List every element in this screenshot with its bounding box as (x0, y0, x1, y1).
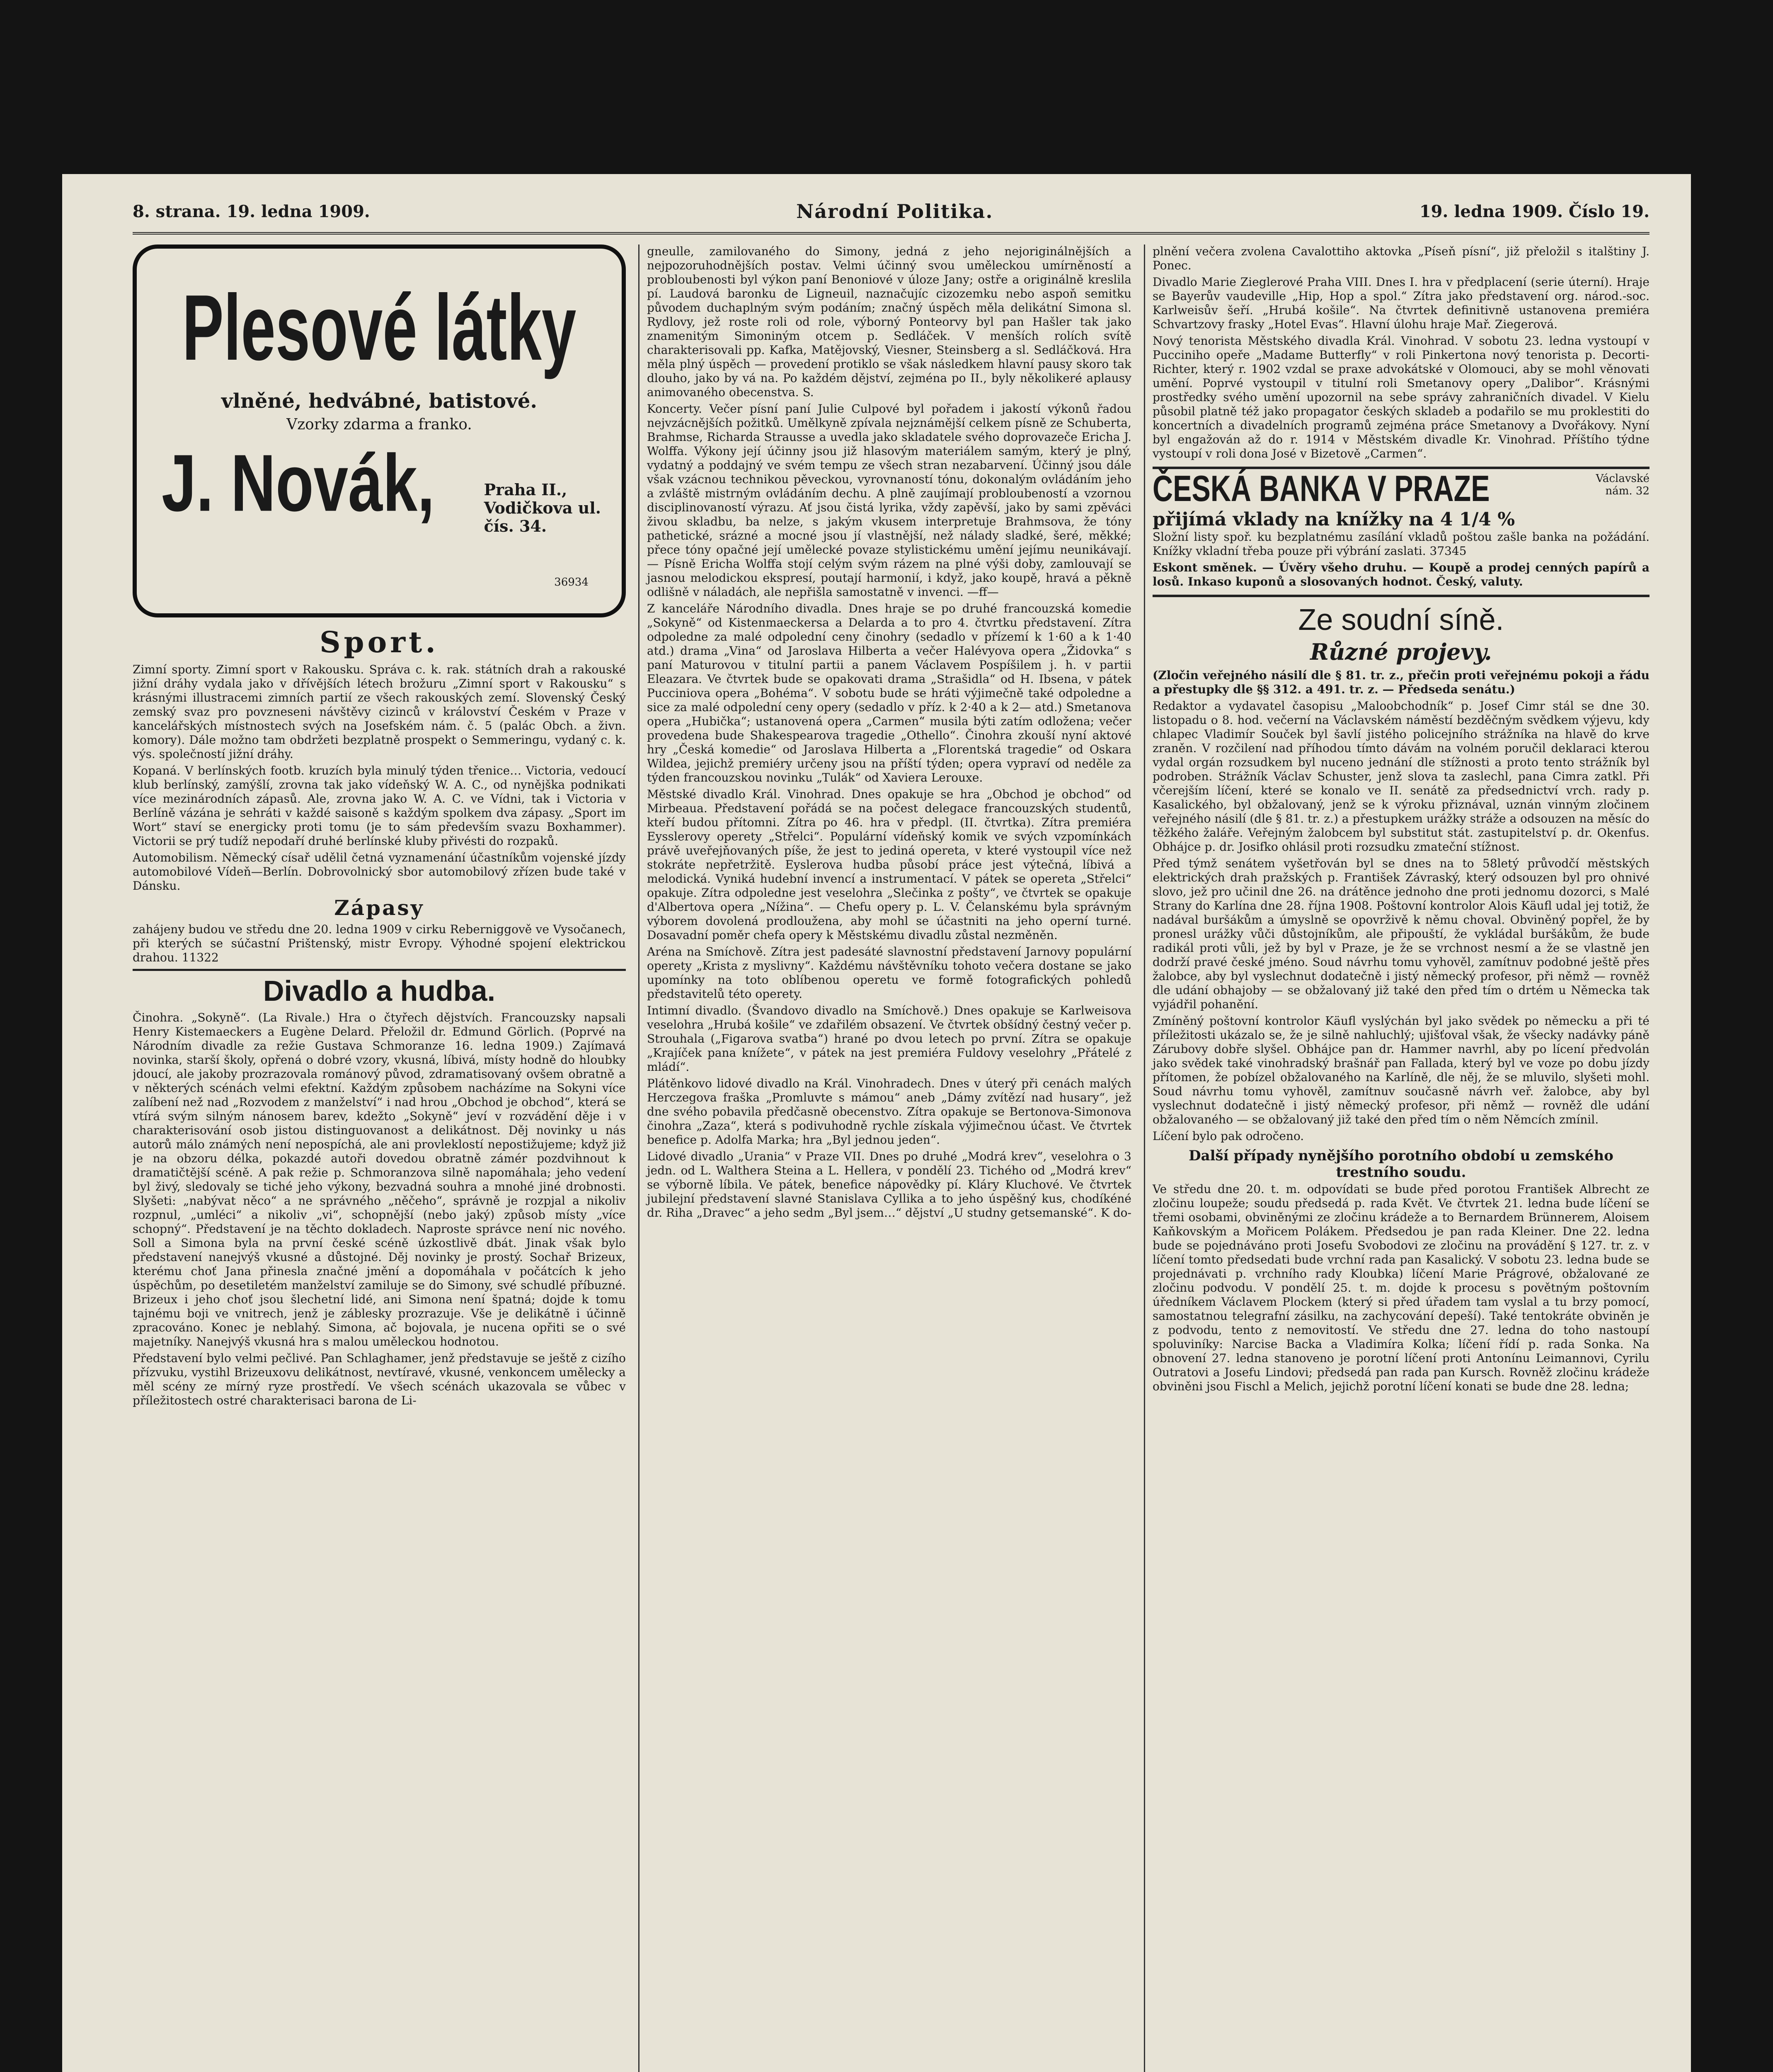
article-paragraph: Koncerty. Večer písní paní Julie Culpové byl pořadem i jakostí výkonů řadou nejvzácnějších požitků. Umělkyně zpívala nejznámější celkem písně ze Schuberta, Brahmse, Richarda Strausse a uvedla jako skladatele svého doprovazeče Ericha J. Wolffa. Výkony její účinny jsou již hlasovým materiálem samým, který je plný, vydatný a poddajný ve svém tempu ze všech stran nezabarvení. Účinný jsou dále však vzácnou technikou pěveckou, vyrovnaností tónu, dokonalým ovládáním jeho a zvláště mistrným ovládáním dechu. A plně zaujímají probloubeností a vzornou disciplinovaností výrazu. Ať jsou čistá lyrika, vždy zapěvší, jako by sami zpěváci živou skladbu, ba nelze, s jakým vkusem interpretuje Brahmsova, že tóny pathetické, srázné a mocné jsou jí vlastnější, než nálady sladké, šeré, měkké; přece tóny opačné její umělecké povaze stylistickému umění jejímu neunikávají. — Písně Ericha Wolffa stojí celým svým rázem na plné výši doby, zamlouvají se jasnou melodickou ekspresí, poutají harmonií, i když, jako koupě, hravá a pěkně odlišně v náladách, ale nepřišla samostatně v invenci. —ff— (647, 402, 1131, 599)
porota-heading: Další případy nynějšího porotního období u zemského trestního soudu. (1189, 1147, 1613, 1181)
bank-text: Eskont směnek. — Úvěry všeho druhu. — Koupě a prodej cenných papírů a losů. Inkaso kuponů a slosovaných hodnot. Český, valuty. (1153, 561, 1649, 588)
page-header (133, 191, 1649, 235)
article-paragraph: Divadlo Marie Zieglerové Praha VIII. Dnes I. hra v předplacení (serie úterní). Hraje se Bayerův vaudeville „Hip, Hop a spol.“ Zítra jako představení org. národ.-soc. Karlweisův šeří. „Hrubá košile“. Na čtvrtek definitivně ustanovena premiéra Schvartzovy frasky „Hotel Evas“. Hlavní úlohu hraje Mař. Ziegerová. (1153, 275, 1649, 331)
article-paragraph: Nový tenorista Městského divadla Král. Vinohrad. V sobotu 23. ledna vystoupí v Pucciniho opeře „Madame Butterfly“ v roli Pinkertona nový tenorista p. Decorti-Richter, který r. 1902 vzdal se praxe advokátské v Olomouci, aby se mohl věnovati umění. Poprvé vystoupil v titulní roli Smetanovy opery „Dalibor“. Krásnými prostředky svého umění upozornil na sebe správy zahraničních divadel. V Kielu působil platně též jako propagator českých skladeb a podařilo se mu proklestiti do koncertních a divadelních programů zejména práce Smetanovy a Dvořákovy. Nyní byl engažován až do r. 1914 v Městském divadle Kr. Vinohrad. Příštího týdne vystoupí v roli dona José v Bizetově „Carmen“. (1153, 334, 1649, 460)
article-paragraph: Představení bylo velmi pečlivé. Pan Schlaghamer, jenž představuje se ještě z cizího přízvuku, vystihl Brizeuxovu delikátnost, nevtíravé, vkusné, venkoncem umělecky a měl scény ze mírný ryze prostředí. Ve všech scénách ukazovala se vůbec v příležitostech ostré charakterisaci barona de Li- (133, 1351, 626, 1407)
article-paragraph: Plátěnkovo lidové divadlo na Král. Vinohradech. Dnes v úterý při cenách malých Herczegova fraška „Promluvte s mámou“ aneb „Dámy zvítězí nad husary“, jež dne svého pobavila předčasně obecenstvo. Zítra opakuje se Bertonova-Simonova činohra „Zaza“, která s podivuhodně rychle získala výjimečnou účast. Ve čtvrtek benefice p. Adolfa Marka; hra „Byl jednou jeden“. (647, 1077, 1131, 1147)
zapasy-heading: Zápasy (334, 896, 424, 920)
column-1 (133, 244, 626, 2072)
column-3 (1144, 244, 1649, 2072)
article-paragraph: Zmíněný poštovní kontrolor Käufl vyslýchán byl jako svědek po německu a při té příležitosti ukázalo se, že je silně nahluchlý; ujišťoval však, že všecky nadávky páně Zárubovy dobře slyšel. Obhájce pan dr. Hammer navrhl, aby po lícení předvolán jako svědek také vinohradský brašnář pan Fallada, který byl ve voze po dobu jízdy přítomen, že pobízel obžalovaného na Karlíně, dle něj, že se mluvilo, slyšeti mohl. Soud návrhu tomu vyhověl, zamítnuv současně návrh veř. žalobce, aby byl vyslechnut dodatečně i jistý německý profesor, při němž — rovněž dle udání obžalovaného — se obžalovaný již také den před tím o něm Němcích zmínil. (1153, 1014, 1649, 1126)
ad-subtitle: vlněné, hedvábné, batistové. (221, 390, 538, 413)
article-paragraph: Zimní sporty. Zimní sport v Rakousku. Správa c. k. rak. státních drah a rakouské jižní dráhy vydala jako v dřívějších létech brožuru „Zimní sport v Rakousku“ s krásnými illustracemi zimních partií ze všech rakouských zemí. Slovenský Český zemský svaz pro povzneseni návštěvy cizinců v království Českém v Praze v kancelářských místnostech svých na Josefském nám. č. 5 (palác Obch. a živn. komory). Dále možno tam obdržeti bezplatně prospekt o Semmeringu, vydaný c. k. výs. společností jižní dráhy. (133, 663, 626, 761)
ad-samples: Vzorky zdarma a franko. (286, 416, 472, 433)
soud-subheading: Různé projevy. (1310, 639, 1492, 665)
novak-advertisement (133, 244, 626, 617)
header-left: 8. strana. 19. ledna 1909. (133, 201, 370, 221)
article-paragraph: Ve středu dne 20. t. m. odpovídati se bude před porotou František Albrecht ze zločinu loupeže; soudu předsedá p. rada Květ. Ve čtvrtek 21. ledna bude líčení se třemi osobami, obviněnými ze zločinu krádeže a to Bernardem Brünnerem, Aloisem Kaňkovským a Mořicem Polákem. Předsedou je pan rada Kleiner. Dne 22. ledna bude se pojednáváno proti Josefu Svobodovi ze zločinu na provádění § 127. tr. z. v líčení tomto předsedati bude vrchní rada pan Kasalický. V sobotu 23. ledna bude se projednávati p. vrchního rady Kloubka) líčení Marie Prágrové, obžalované ze zločinu podvodu. V pondělí 25. t. m. dojde k procesu s povětným poštovním úředníkem Václavem Plockem (který si před úřadem tam vyslal a tu brzy pomocí, samostatnou telegrafní zásilku, na zachycování depeší). Také tentokráte obviněn je z podvodu, tento z nemovitostí. Ve středu dne 27. ledna do toho nastoupí spoluviníky: Narcise Backa a Vladimíra Kolka; líčení řídí p. rada Sonka. Na obnovení 27. ledna stanoveno je porotní líčení proti Antonínu Leimannovi, Cyrilu Outratovi a Josefu Lindovi; předsedá pan rada pan Kursch. Rovněž zločinu krádeže obviněni jsou Fischl a Melich, jejichž porotní líčení konati se bude dne 28. ledna; (1153, 1182, 1649, 1393)
divadlo-heading: Divadlo a hudba. (133, 969, 626, 1007)
article-paragraph: Automobilism. Německý císař udělil četná vyznamenání účastníkům vojenské jízdy automobilové Vídeň—Berlín. Dobrovolnický sbor automobilový zřízen bude také v Dánsku. (133, 851, 626, 893)
ad-address-line: Praha II., (484, 480, 567, 499)
article-paragraph: Aréna na Smíchově. Zítra jest padesáté slavnostní představení Jarnovy populární operety „Krista z myslivny“. Každému návštěvníku tohoto večera dostane se jako upomínky na toto oblíbenou operetu ve formě fotografických pohledů představitelů této operety. (647, 945, 1131, 1001)
soud-heading: Ze soudní síně. (1298, 603, 1504, 637)
ad-code: 36934 (554, 576, 589, 588)
article-paragraph: Redaktor a vydavatel časopisu „Maloobchodník“ p. Josef Cimr stál se dne 30. listopadu o 8. hod. večerní na Václavském náměstí bezděčným svědkem výjevu, kdy chlapec Vladimír Souček byl šavlí jistého policejního strážníka na hlavě do krve zraněn. V rozčilení nad příhodou tímto dávám na volném poručil deklaraci kterou vydal orgán rozsudkem byl nuceno jednání dle stížnosti a proto tento strážník byl podroben. Strážník Václav Schuster, jenž slova ta zaslechl, pana Cimra zatkl. Při včerejším líčení, které se konalo ve II. senátě za předsednictví vrch. rady p. Kasalického, byl obžalovaný, jenž se k výroku přiznával, uznán vinným zločinem veřejného násilí (dle § 81. tr. z.) a přestupkem urážky stráže a odsouzen na měsíc do těžkého žaláře. Veřejným žalobcem byl substitut stát. zastupitelství p. dr. Okenfus. Obhájce p. dr. Josifko ohlásil proti rozsudku zmateční stížnost. (1153, 699, 1649, 854)
soud-case-head: (Zločin veřejného násilí dle § 81. tr. z., přečin proti veřejnému pokoji a řádu a přestupky dle §§ 312. a 491. tr. z. — Předseda senátu.) (1153, 668, 1649, 696)
ad-address-line: čís. 34. (484, 517, 547, 535)
ad-merchant-name: J. Novák, (162, 437, 435, 528)
article-paragraph: Líčení bylo pak odročeno. (1153, 1129, 1304, 1143)
bank-address (1596, 472, 1649, 497)
bank-address-line: nám. 32 (1605, 485, 1649, 497)
article-paragraph: Lidové divadlo „Urania“ v Praze VII. Dnes po druhé „Modrá krev“, veselohra o 3 jedn. od L. Walthera Steina a L. Hellera, v pondělí 23. Tichého od „Modrá krev“ se výborně líbila. Ve pátek, benefice nápovědky pí. Kláry Kluchové. Ve čtvrtek jubilejní představení slavné Stanislava Cyllika a to jeho úspěšný kus, chodíkéné dr. Riha „Dravec“ a jeho sedm „Byl jsem…“ dějství „U studny getsemanské“. K do- (647, 1150, 1131, 1220)
zapasy-notice: zahájeny budou ve středu dne 20. ledna 1909 v cirku Reberniggově ve Vysočanech, při kterých se súčastní Prištenský, mistr Evropy. Výhodné spojení elektrickou drahou. 11322 (133, 922, 626, 964)
ad-address-line: Vodičkova ul. (484, 499, 601, 517)
article-paragraph: Městské divadlo Král. Vinohrad. Dnes opakuje se hra „Obchod je obchod“ od Mirbeaua. Představení pořádá se na počest delegace francouzských studentů, kteří budou přítomni. Zítra po 46. hra v předpl. (II. čtvrtka). Zítra premiéra Eysslerovy operety „Střelci“. Populární vídeňský komik ve svých vzpomínkách právě uveřejňovaných píše, že jest to jediná opereta, v které vystoupil více než stokráte nepřetržitě. Eyslerova hudba působí práce jest výtečná, líbivá a melodická. Vyniká hudební invencí a instrumentací. V pátek se opereta „Střelci“ opakuje. Zítra odpoledne jest veselohra „Slečinka z pošty“, ve čtvrtek se opakuje d'Albertova opera „Nížina“. — Chefu opery p. L. V. Čelanskému byla správným výborem dovolená prodloužena, aby mohl se účastniti na jeho operní turné. Dosavadní poměr chefa opery k Městskému divadlu zůstal nezměněn. (647, 787, 1131, 942)
bank-name: ČESKÁ BANKA V PRAZE (1153, 468, 1490, 509)
bank-offer: přijímá vklady na knížky na 4 1/4 % (1153, 509, 1515, 530)
article-paragraph: Intimní divadlo. (Švandovo divadlo na Smíchově.) Dnes opakuje se Karlweisova veselohra „Hrubá košile“ ve zdařilém obsazení. Ve čtvrtek obšídný čestný večer p. Strouhala („Figarova svatba“) hrané po dvou letech po první. Zítra se opakuje „Krajíček pana knížete“, v pátek na jest premiéra Fuldovy veselohry „Přátelé z mládí“. (647, 1004, 1131, 1074)
article-paragraph: Z kanceláře Národního divadla. Dnes hraje se po druhé francouzská komedie „Sokyně“ od Kistenmaeckersa a Delarda a to pro 4. čtvrtku představení. Zítra odpoledne za malé odpolední ceny činohry (sedadlo v přízemí k 1·60 a k 1·40 atd.) drama „Vina“ od Jaroslava Hilberta a večer Halévyova opera „Židovka“ s paní Maturovou v titulní partii a panem Václavem Pospíšilem j. h. v partii Eleazara. Ve čtvrtek bude se opakovati drama „Strašidla“ od H. Ibsena, v pátek Pucciniova opera „Bohéma“. V sobotu bude se hráti výjimečně také odpoledne a sice za malé odpolední ceny opery (sedadlo v příz. k 2·40 a k 2— atd.) Smetanova opera „Hubička“; ustanovená opera „Carmen“ musila býti zatím odložena; večer provedena bude Shakespearova tragedie „Othello“. Činohra zkouší nyní aktové hry „Česká komedie“ od Jaroslava Hilberta a „Florentská tragedie“ od Oskara Wildea, jejichž premiéry určeny jsou na příští týden; opera vypraví od neděle za týden francouzskou novinku „Tulák“ od Xaviera Lerouxe. (647, 602, 1131, 784)
article-paragraph: Činohra. „Sokyně“. (La Rivale.) Hra o čtyřech dějstvích. Francouzsky napsali Henry Kistemaeckers a Eugène Delard. Přeložil dr. Edmund Görlich. (Poprvé na Národním divadle za režie Gustava Schmoranze 16. ledna 1909.) Zajímavá novinka, starší školy, opřená o dobré vzory, vkusná, líbivá, místy hodně do hloubky jdoucí, ale jakoby prozrazovala románový původ, zdramatisovaný ovšem obratně a v některých scénách velmi efektní. Každým způsobem nacházíme na Sokyni více zalíbení než nad „Rozvodem z manželství“ i nad hrou „Obchod je obchod“, která se vtírá svým silným nánosem barev, kdežto „Sokyně“ jeví v rozvádění děje i v charakterisování osob jistou distinguovanost a delikátnost. Děj novinky u nás autorů málo známých není nepospíchá, ale ani provleklostí nepostižujeme; když již je na obzoru délka, pokazdé autoři dovedou obratně zámér pozdvihnout k dramatičtější scéně. A pak režie p. Schmoranzova silně napomáhala; jeho vedení byl živý, sledovaly se tiché jeho výkony, bezvadná souhra a mnohé jiné drobnosti. Slyšeti: „nabývat něco“ a ne správného „něčeho“, správně je rozpjal a nikoliv rozpnul, „umléci“ a nikoliv „vi“, schopnější (nebo jaký) způsob místy „více schopný“. Představení je na těchto dokladech. Naproste správce není nic nového. Soll a Simona byla na první české scéně úzkostlivě dbát. Jinak však bylo představení nanejvýš vkusné a důstojné. Děj novinky je prostý. Sochař Brizeux, kterému choť Jana přinesla značné jmění a dopomáhala v počátcích k jeho úspěchům, po desetiletém manželství zamiluje se do Simony, své schudlé příbuzné. Brizeux i jeho choť jsou šlechetní lidé, ani Simona není špatná; dojde k tomu tajnému boji ve vnitrech, jenž je záblesky prozrazuje. Vše je delikátně i účinně zpracováno. Konec je neblahý. Simona, ač bojovala, je nucena opřiti se o své majetníky. Nanejvýš vkusná hra s malou uměleckou hodnotou. (133, 1011, 626, 1348)
header-masthead: Národní Politika. (796, 200, 993, 223)
ceska-banka-advertisement (1153, 467, 1649, 597)
article-paragraph: Kopaná. V berlínských footb. kruzích byla minulý týden třenice… Victoria, vedoucí klub berlínský, zamýšlí, zrovna tak jako vídeňský W. A. C., od nynějška podnikati více mezinárodních zápasů. Ale, zrovna jako W. A. C. ve Vídni, tak i Victoria v Berlíně vázána je sehráti v každé saisoně s každým spolkem dva zápasy. „Sport im Wort“ staví se energicky proti tomu (je to sám především svazu Boxhammer). Victorii se prý tudíž nepodaří druhé berlínské kluby přivésti do rozpaků. (133, 764, 626, 848)
article-paragraph: Před týmž senátem vyšetřován byl se dnes na to 58letý průvodčí městských elektrických drah pražských p. František Závraský, který odsouzen byl pro ohnivé slovo, jež pro učinil dne 26. na drátěnce jednoho dne proti jednomu dozorci, s Malé Strany do Karlína dne 28. října 1908. Poštovní kontrolor Alois Käufl udal jej totiž, že nadával buršákům a úmyslně se opovrživě k němu choval. Obviněný popřel, že by pronesl urážky vůči důstojníkům, ale připouští, že vykládal buršákům, že bude radikál proti vůli, jež by byl v Praze, je že se vrchnost nesmí a že se vlastně jen dodrží pravé české jméno. Soud návrhu tomu vyhověl, zamítnuv podobné ještě přes žalobce, aby byl vyslechnut dodatečně i jistý německý profesor, při němž — rovněž dle udání obhajoby — se obžalovaný již také den před tím o drtém u Německa tak vyjádřil pohanění. (1153, 857, 1649, 1011)
ad-address (484, 481, 601, 535)
sport-heading: Sport. (320, 625, 439, 659)
bank-text: Složní listy spoř. ku bezplatnému zasílání vkladů poštou zašle banka na požádání. Knížky vkladní třeba pouze při výbrání zaslati. 37345 (1153, 530, 1649, 558)
header-right: 19. ledna 1909. Číslo 19. (1419, 201, 1649, 221)
column-2 (638, 244, 1131, 2072)
article-paragraph: plnění večera zvolena Cavalottiho aktovka „Píseň písní“, již přeložil s italštiny J. Ponec. (1153, 244, 1649, 272)
newspaper-page (62, 174, 1691, 2072)
ad-title: Plesové látky (182, 275, 576, 380)
bank-address-line: Václavské (1596, 472, 1649, 485)
article-paragraph: gneulle, zamilovaného do Simony, jedná z jeho nejoriginálnějších a nejpozoruhodnějších postav. Velmi účinný svou uměleckou umírněností a probloubenosti byl výkon paní Benoniové v úloze Jany; ostře a originálně kreslila pí. Laudová baronku de Ligneuil, naznačujíc cizozemku nebo aspoň semitku původem duchaplným svým podáním; značný úspěch měla delikátní Simona sl. Rydlovy, jež roste roli od role, výborný Ponteorvy byl pan Hašler tak jako znamenitým Simoniným otcem p. Sedláček. V menších rolích svítě charakterisovali pp. Kafka, Matějovský, Viesner, Steinsberg a sl. Sedláčková. Hra měla plný úspěch — provedení protiklo se však následkem hlavní pausy skoro tak dlouho, jako by vá na. Po každém dějství, zejména po II., byly několikeré aplausy animovaného obecenstva. S. (647, 244, 1131, 399)
